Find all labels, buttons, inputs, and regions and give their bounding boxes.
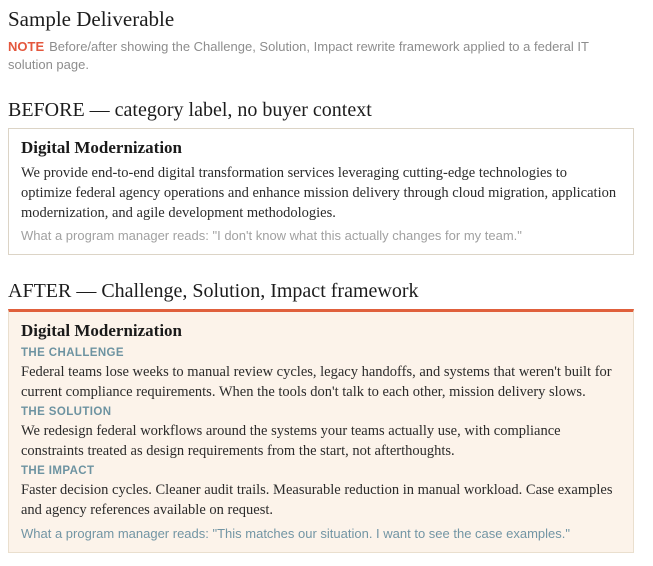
before-card-title: Digital Modernization [21,138,183,157]
solution-body: We redesign federal workflows around the systems your teams actually use, with compliance constraints treated as design requirements from the start, not afterthoughts. [21,423,561,459]
note-banner [8,38,634,74]
before-card [8,128,634,255]
challenge-body: Federal teams lose weeks to manual review cycles, legacy handoffs, and systems that weren't built for current compliance requirements. When the tools don't talk to each other, mission delivery slows. [21,364,612,400]
impact-label: THE IMPACT [21,465,95,477]
after-card-title: Digital Modernization [21,321,183,340]
note-label: NOTE [8,39,45,54]
challenge-label: THE CHALLENGE [21,347,124,359]
after-card [8,309,634,553]
before-card-annotation: What a program manager reads: "I don't know what this actually changes for my team." [21,228,522,243]
page-title: Sample Deliverable [8,7,175,31]
note-text: Before/after showing the Challenge, Solution, Impact rewrite framework applied to a federal IT solution page. [8,39,589,72]
solution-label: THE SOLUTION [21,406,112,418]
before-section-heading: BEFORE — category label, no buyer context [8,99,372,121]
after-section-heading: AFTER — Challenge, Solution, Impact framework [8,280,419,302]
impact-body: Faster decision cycles. Cleaner audit trails. Measurable reduction in manual workload. Case examples and agency references available on request. [21,482,613,518]
after-card-annotation: What a program manager reads: "This matches our situation. I want to see the case examples." [21,526,570,541]
before-card-body: We provide end-to-end digital transformation services leveraging cutting-edge technologies to optimize federal agency operations and enhance mission delivery through cloud migration, application modernization, and agile development methodologies. [21,165,617,221]
